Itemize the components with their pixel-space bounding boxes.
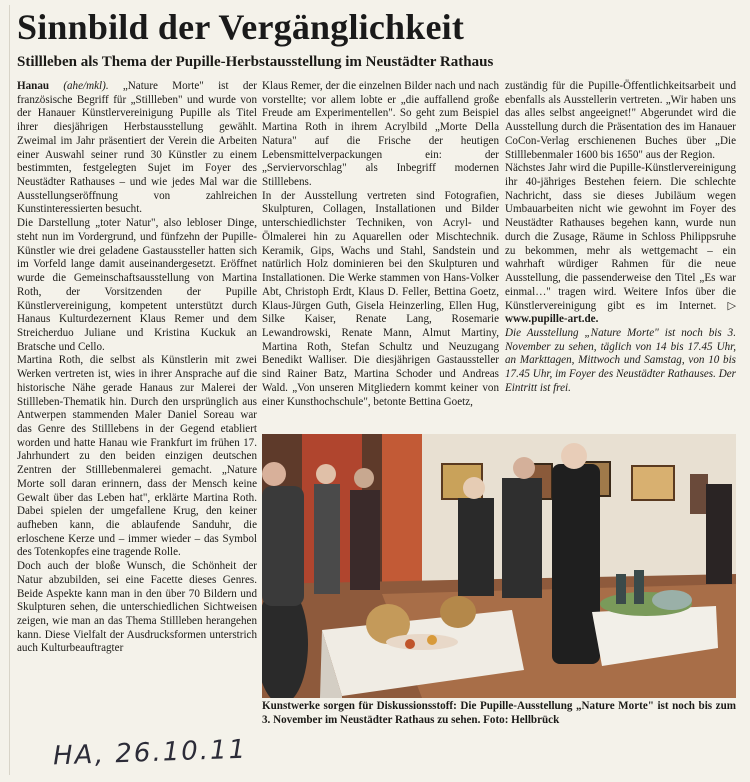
paragraph-text: Nächstes Jahr wird die Pupille-Künstlervereinigung ihr 40-jähriges Bestehen feiern. Die schlechte Nachricht, dass sie dieses Jubiläum wegen Umbauarbeiten nicht wie gewohnt im Foyer des Neustädter Rathauses begehen kann, wurde nun durch die Zusage, Räume in Schloss Philippsruhe zu bekommen, mehr als wettgemacht – ein wahrhaft würdiger Rahmen für die neue Ausstellung, die passenderweise den Titel „Es war einmal…" tragen wird. Weitere Infos über die Künstlervereinigung gibt es im Internet. [505,162,736,312]
paragraph [505,162,736,327]
column-2 [262,80,499,420]
dateline: Hanau [17,80,50,92]
byline: (ahe/mkl). [63,80,109,92]
photo-caption: Kunstwerke sorgen für Diskussionsstoff: Die Pupille-Ausstellung „Nature Morte" ist noch bis zum 3. November im Neustädter Rathaus zu sehen. Foto: Hellbrück [262,700,736,726]
paper-edge [9,5,10,775]
paragraph-text: „Nature Morte" ist der französische Begriff für „Stillleben" und wurde von der Hanauer Künstlervereinigung Pupille als Titel ihrer diesjährigen Herbstausstellung gewählt. Zweimal im Jahr präsentiert der Verein die Arbeiten einer Auswahl seiner rund 30 Künstler zu einem bestimmten, festgelegten Sujet im Foyer des Neustädter Rathauses – und wie jedes Mal war die Ausstellungseröffnung von zahlreichen Kunstinteressierten besucht. [17,80,257,216]
headline: Sinnbild der Vergänglichkeit [17,7,465,47]
paragraph: zuständig für die Pupille-Öffentlichkeitsarbeit und ebenfalls als Ausstellerin vertreten. „Wir haben uns das alles selbst angeeignet!" Abgerundet wird die Ausstellung durch die Präsentation des im Hanauer CoCon-Verlag erschienenen Buches über „Die Stilllebenmaler 1600 bis 1650" aus der Region. [505,80,736,161]
column-1 [17,80,257,720]
paragraph: Doch auch der bloße Wunsch, die Schönheit der Natur abzubilden, sei eine Facette dieses Genres. Beide Aspekte kann man in den über 70 Bildern und Skulpturen sehen, die unterschiedlichen Sichtweisen zeigen, wie man an das Thema Stillleben herangehen kann. Diese Vielfalt der Ausdrucksformen unterstrich auch Kulturbeauftragter [17,560,257,655]
paragraph: Die Darstellung „toter Natur", also lebloser Dinge, steht nun im Vordergrund, und fünfzehn der Pupille-Künstler wie drei geladene Gastaussteller hatten sich im Vorfeld lange damit auseinandergesetzt. Eröffnet wurde die Gemeinschaftsausstellung von Martina Roth, der Vorsitzenden der Pupille Künstlervereinigung, kompetent unterstützt durch Hanaus Kulturdezernent Klaus Remer und dem Streicherduo Juliane und Kristina Kuckuk an Bratsche und Cello. [17,217,257,353]
subheadline: Stillleben als Thema der Pupille-Herbstausstellung im Neustädter Rathaus [17,54,494,70]
handwritten-date: HA, 26.10.11 [52,734,248,772]
paragraph [17,80,257,217]
paragraph: Martina Roth, die selbst als Künstlerin mit zwei Werken vertreten ist, wies in ihrer Ansprache auf die historische Nähe gerade Hanaus zur Malerei der Stillleben-Thematik hin. Durch den ursprünglich aus Antwerpen stammenden Maler Daniel Soreau war das Genre des Stilllebens in der Gegend etabliert worden und hatte Hanau wie Frankfurt im frühen 17. Jahrhundert zu den beiden einzigen deutschen Zentren der Stilllebenmalerei gemacht. „Nature Morte soll daran erinnern, dass der Mensch keine Gewalt über das Leben hat", erklärte Martina Roth. Dabei spielen der umgefallene Krug, den keiner aufheben kann, die ablaufende Sanduhr, die erloschene Kerze und – immer wieder – das Symbol des Totenkopfes eine tragende Rolle. [17,354,257,559]
photo-illustration [262,434,736,698]
paragraph: Klaus Remer, der die einzelnen Bilder nach und nach vorstellte; vor allem lobte er „die auffallend große Freude am Experimentellen". So geht zum Beispiel Martina Roth in ihrem Acrylbild „Morte Della Natura" auf die Frische der heutigen Lebensmittelverpackungen ein: der „Serviervorschlag" als Inbegriff modernen Stilllebens. [262,80,499,189]
exhibition-photo [262,434,736,698]
paragraph: In der Ausstellung vertreten sind Fotografien, Skulpturen, Collagen, Installationen und Bilder unterschiedlichster Techniken, von Acryl- und Ölmalerei hin zu Aquarellen oder Mischtechnik. Keramik, Gips, Wachs und Stahl, Sandstein und natürlich Holz dominieren bei den Skulpturen und Installationen. Die Werke stammen von Hans-Volker Abt, Christoph Erdt, Klaus D. Feller, Bettina Goetz, Klaus-Jürgen Guth, Gisela Heinzerling, Ellen Hug, Silke Kaiser, Renate Lang, Rosemarie Lewandrowski, Renate Mann, Almut Martiny, Martina Roth, Stefan Schultz und Neuzugang Benedikt Walliser. Die diesjährigen Gastaussteller sind Rainer Batz, Martina Schoder und Andreas Wald. „Von unseren Mitgliedern kommt keiner von einer Kunsthochschule", betonte Bettina Goetz, [262,189,499,408]
website-link: ▷ www.pupille-art.de. [505,299,736,326]
exhibition-info: Die Ausstellung „Nature Morte" ist noch bis 3. November zu sehen, täglich von 14 bis 17.45 Uhr, an Markttagen, Mittwoch und Samstag, von 10 bis 17.45 Uhr, im Foyer des Neustädter Rathauses. Der Eintritt ist frei. [505,326,736,394]
column-3 [505,80,736,420]
